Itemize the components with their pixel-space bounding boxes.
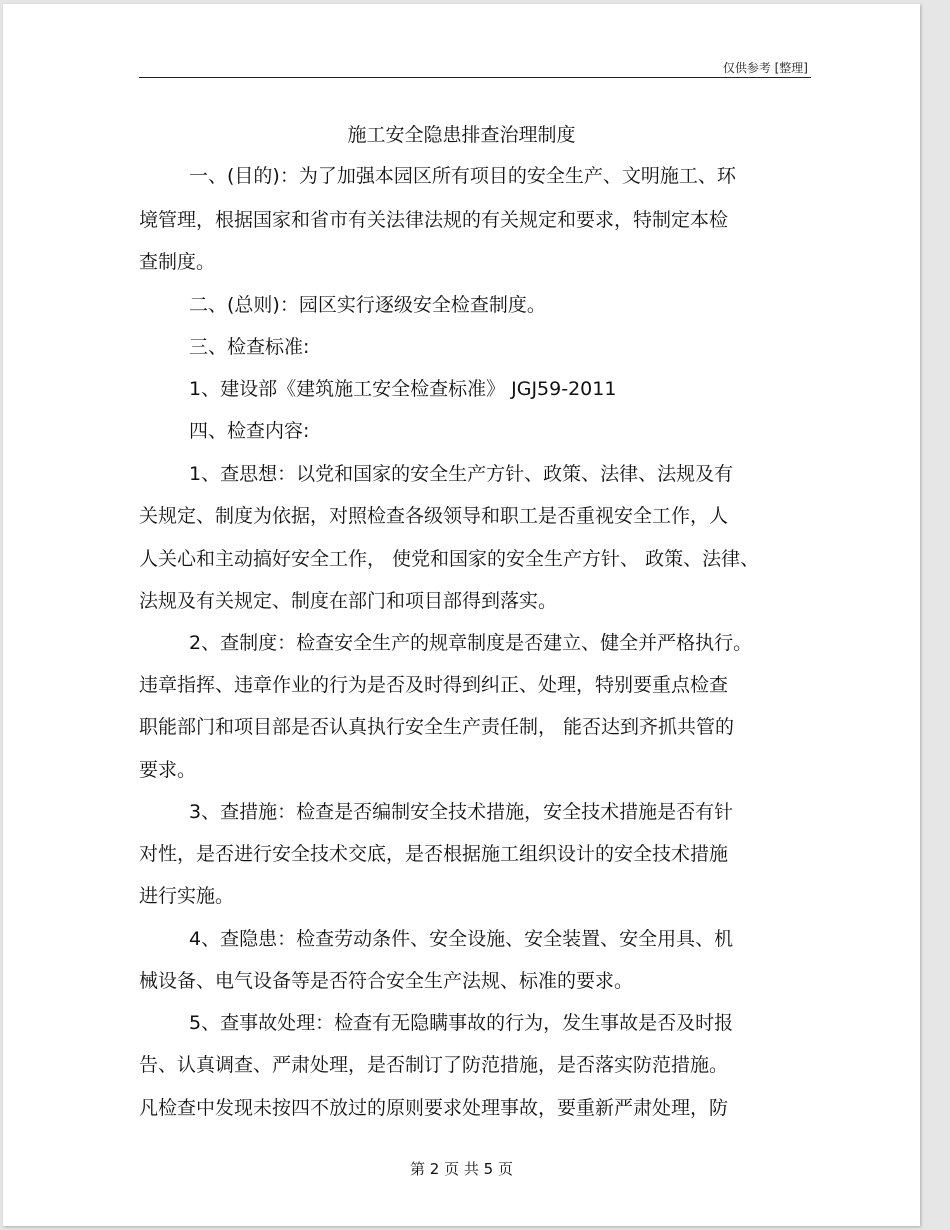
document-page	[3, 4, 920, 1226]
body-line: 4、查隐患：检查劳动条件、安全设施、安全装置、安全用具、机	[189, 928, 734, 950]
body-line: 1、建设部《建筑施工安全检查标准》 JGJ59-2011	[189, 378, 617, 400]
body-line: 进行实施。	[139, 885, 235, 907]
page-number: 第 2 页 共 5 页	[410, 1160, 513, 1178]
body-line: 1、查思想：以党和国家的安全生产方针、政策、法律、法规及有	[189, 463, 734, 485]
body-line: 职能部门和项目部是否认真执行安全生产责任制， 能否达到齐抓共管的	[139, 716, 735, 738]
body-line: 查制度。	[139, 251, 216, 273]
body-line: 要求。	[139, 759, 197, 781]
body-line: 境管理，根据国家和省市有关法律法规的有关规定和要求，特制定本检	[139, 209, 729, 231]
body-line: 四、检查内容:	[189, 420, 310, 442]
body-line: 械设备、电气设备等是否符合安全生产法规、标准的要求。	[139, 970, 634, 992]
body-line: 人关心和主动搞好安全工作， 使党和国家的安全生产方针、 政策、法律、	[139, 548, 760, 570]
body-line: 2、查制度：检查安全生产的规章制度是否建立、健全并严格执行。	[189, 632, 753, 654]
body-line: 二、(总则)：园区实行逐级安全检查制度。	[189, 294, 546, 316]
body-line: 5、查事故处理：检查有无隐瞒事故的行为，发生事故是否及时报	[189, 1012, 734, 1034]
header-note: 仅供参考 [整理]	[722, 61, 808, 75]
body-line: 对性，是否进行安全技术交底，是否根据施工组织设计的安全技术措施	[139, 843, 729, 865]
header-divider	[139, 77, 811, 78]
document-title: 施工安全隐患排查治理制度	[347, 124, 576, 146]
body-line: 一、(目的)：为了加强本园区所有项目的安全生产、文明施工、环	[189, 165, 736, 187]
body-line: 三、检查标准:	[189, 336, 310, 358]
body-line: 法规及有关规定、制度在部门和项目部得到落实。	[139, 590, 558, 612]
body-line: 违章指挥、违章作业的行为是否及时得到纠正、处理，特别要重点检查	[139, 674, 729, 696]
body-line: 告、认真调查、严肃处理，是否制订了防范措施，是否落实防范措施。	[139, 1054, 729, 1076]
body-line: 3、查措施：检查是否编制安全技术措施，安全技术措施是否有针	[189, 801, 734, 823]
body-line: 关规定、制度为依据，对照检查各级领导和职工是否重视安全工作，人	[139, 505, 729, 527]
body-line: 凡检查中发现未按四不放过的原则要求处理事故，要重新严肃处理，防	[139, 1097, 729, 1119]
